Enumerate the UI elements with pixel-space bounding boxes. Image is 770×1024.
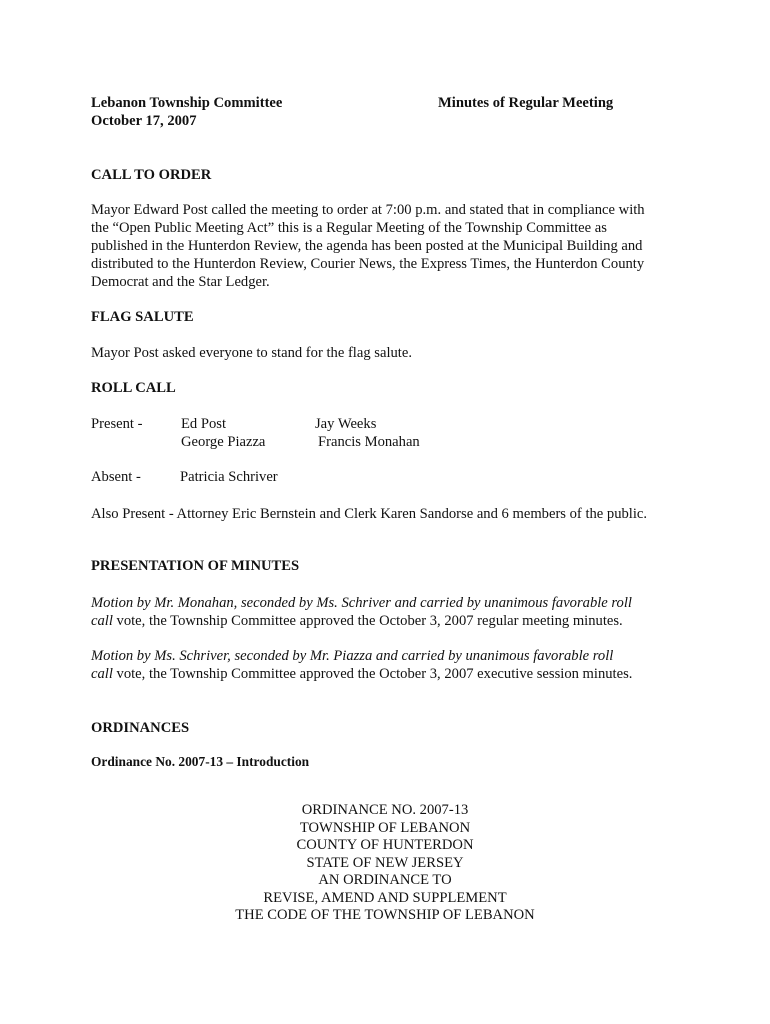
call-to-order-paragraph bbox=[91, 201, 681, 291]
call-to-order-line: Mayor Edward Post called the meeting to order at 7:00 p.m. and stated that in compliance with bbox=[91, 202, 645, 218]
ordinance-title-line: ORDINANCE NO. 2007-13 bbox=[301, 802, 469, 818]
ordinance-title-line: AN ORDINANCE TO bbox=[318, 872, 452, 888]
present-member: Francis Monahan bbox=[318, 434, 420, 450]
call-to-order-line: distributed to the Hunterdon Review, Courier News, the Express Times, the Hunterdon County bbox=[91, 256, 645, 272]
also-present-text: Also Present - Attorney Eric Bernstein and Clerk Karen Sandorse and 6 members of the public. bbox=[91, 506, 648, 522]
absent-member: Patricia Schriver bbox=[180, 469, 278, 485]
present-member: Ed Post bbox=[181, 416, 227, 432]
motion-executive-minutes bbox=[91, 647, 681, 683]
ordinance-title-block bbox=[0, 802, 770, 925]
motion-text: call bbox=[91, 666, 113, 682]
meeting-date: October 17, 2007 bbox=[91, 113, 197, 129]
ordinance-title-line: COUNTY OF HUNTERDON bbox=[296, 837, 474, 853]
present-label: Present - bbox=[91, 416, 143, 432]
roll-call-heading: ROLL CALL bbox=[91, 380, 176, 396]
ordinance-title-line: REVISE, AMEND AND SUPPLEMENT bbox=[263, 889, 507, 906]
ordinances-heading: ORDINANCES bbox=[91, 720, 190, 736]
present-member: Jay Weeks bbox=[315, 416, 377, 432]
present-member: George Piazza bbox=[181, 434, 266, 450]
motion-regular-minutes bbox=[91, 594, 681, 630]
call-to-order-line: Democrat and the Star Ledger. bbox=[91, 274, 270, 290]
document-type: Minutes of Regular Meeting bbox=[438, 95, 614, 111]
motion-text: Motion by Ms. Schriver, seconded by Mr. Piazza and carried by unanimous favorable roll bbox=[91, 648, 614, 664]
call-to-order-heading: CALL TO ORDER bbox=[91, 167, 212, 183]
call-to-order-line: the “Open Public Meeting Act” this is a Regular Meeting of the Township Committee as bbox=[91, 220, 607, 236]
motion-result: vote, the Township Committee approved the October 3, 2007 regular meeting minutes. bbox=[112, 613, 623, 629]
call-to-order-line: published in the Hunterdon Review, the agenda has been posted at the Municipal Building and bbox=[91, 238, 643, 254]
ordinance-title-line: TOWNSHIP OF LEBANON bbox=[299, 819, 471, 836]
motion-text: call bbox=[91, 613, 113, 629]
motion-text: Motion by Mr. Monahan, seconded by Ms. Schriver and carried by unanimous favorable roll bbox=[91, 595, 632, 611]
flag-salute-text: Mayor Post asked everyone to stand for the flag salute. bbox=[91, 345, 412, 361]
motion-result: vote, the Township Committee approved the October 3, 2007 executive session minutes. bbox=[112, 666, 633, 682]
absent-label: Absent - bbox=[91, 469, 141, 485]
ordinance-subheading: Ordinance No. 2007-13 – Introduction bbox=[91, 754, 310, 769]
minutes-heading: PRESENTATION OF MINUTES bbox=[91, 558, 300, 574]
committee-name: Lebanon Township Committee bbox=[91, 95, 283, 111]
ordinance-title-line: THE CODE OF THE TOWNSHIP OF LEBANON bbox=[235, 907, 535, 923]
ordinance-title-line: STATE OF NEW JERSEY bbox=[306, 854, 464, 871]
flag-salute-heading: FLAG SALUTE bbox=[91, 309, 194, 325]
